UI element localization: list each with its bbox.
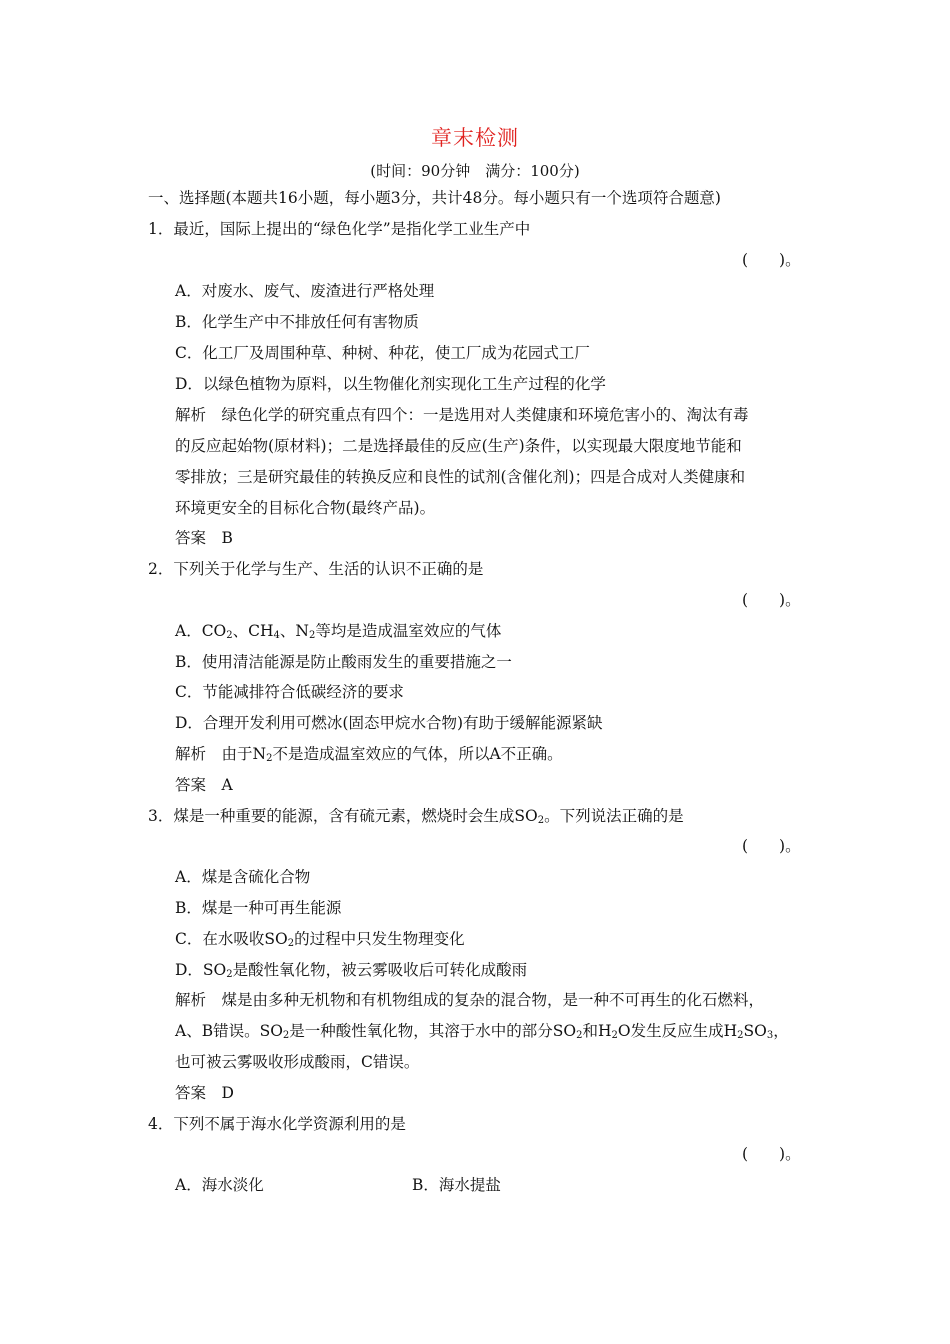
q3-explanation-line: 也可被云雾吸收形成酸雨，C错误。 <box>175 1053 420 1071</box>
q1-explanation-line: 环境更安全的目标化合物(最终产品)。 <box>175 499 436 517</box>
q2-option-d: D．合理开发利用可燃冰(固态甲烷水合物)有助于缓解能源紧缺 <box>175 714 603 732</box>
q3-explanation-line: A、B错误。$SO_2$是一种酸性氧化物，其溶于水中的部分$SO_2$和$H_2O$发生反应生成$H_2SO_3$， <box>175 1022 789 1041</box>
q1-stem: 1．最近，国际上提出的“绿色化学”是指化学工业生产中 <box>148 220 531 238</box>
q4-option-a: A．海水淡化 <box>175 1176 264 1194</box>
q1-option-a: A．对废水、废气、废渣进行严格处理 <box>175 282 435 300</box>
q4-answer-blank: ( )。 <box>742 1145 801 1163</box>
q2-option-c: C．节能减排符合低碳经济的要求 <box>175 683 404 701</box>
q2-option-a: A．$CO_2$、$CH_4$、$N_2$等均是造成温室效应的气体 <box>175 622 502 641</box>
q4-stem: 4．下列不属于海水化学资源利用的是 <box>148 1115 406 1133</box>
q2-stem: 2．下列关于化学与生产、生活的认识不正确的是 <box>148 560 484 578</box>
q1-explanation-line: 零排放；三是研究最佳的转换反应和良性的试剂(含催化剂)；四是合成对人类健康和 <box>175 468 746 486</box>
q3-stem: 3．煤是一种重要的能源，含有硫元素，燃烧时会生成$SO_2$。下列说法正确的是 <box>148 807 684 826</box>
q3-option-b: B．煤是一种可再生能源 <box>175 899 342 917</box>
q1-explanation-line: 解析 绿色化学的研究重点有四个：一是选用对人类健康和环境危害小的、淘汰有毒 <box>175 406 749 424</box>
q2-answer-blank: ( )。 <box>742 591 801 609</box>
q2-option-b: B．使用清洁能源是防止酸雨发生的重要措施之一 <box>175 653 512 671</box>
q1-option-b: B．化学生产中不排放任何有害物质 <box>175 313 419 331</box>
q3-option-d: D．$SO_2$是酸性氧化物，被云雾吸收后可转化成酸雨 <box>175 961 528 980</box>
exam-info: (时间：90分钟 满分：100分) <box>370 162 580 180</box>
q3-explanation-line: 解析 煤是由多种无机物和有机物组成的复杂的混合物，是一种不可再生的化石燃料， <box>175 991 765 1009</box>
q3-option-c: C．在水吸收$SO_2$的过程中只发生物理变化 <box>175 930 465 949</box>
q2-answer: 答案 A <box>175 776 233 794</box>
q1-explanation-line: 的反应起始物(原材料)；二是选择最佳的反应(生产)条件，以实现最大限度地节能和 <box>175 437 742 455</box>
q2-explanation: 解析 由于$N_2$不是造成温室效应的气体，所以A不正确。 <box>175 745 563 764</box>
section-heading: 一、选择题(本题共16小题，每小题3分，共计48分。每小题只有一个选项符合题意) <box>148 189 721 207</box>
q1-option-c: C．化工厂及周围种草、种树、种花，使工厂成为花园式工厂 <box>175 344 590 362</box>
q4-option-b: B．海水提盐 <box>412 1176 501 1194</box>
q1-answer: 答案 B <box>175 529 233 547</box>
page-title: 章末检测 <box>431 126 519 150</box>
q3-answer: 答案 D <box>175 1084 234 1102</box>
q1-option-d: D．以绿色植物为原料，以生物催化剂实现化工生产过程的化学 <box>175 375 606 393</box>
q1-answer-blank: ( )。 <box>742 251 801 269</box>
q3-answer-blank: ( )。 <box>742 837 801 855</box>
q3-option-a: A．煤是含硫化合物 <box>175 868 311 886</box>
